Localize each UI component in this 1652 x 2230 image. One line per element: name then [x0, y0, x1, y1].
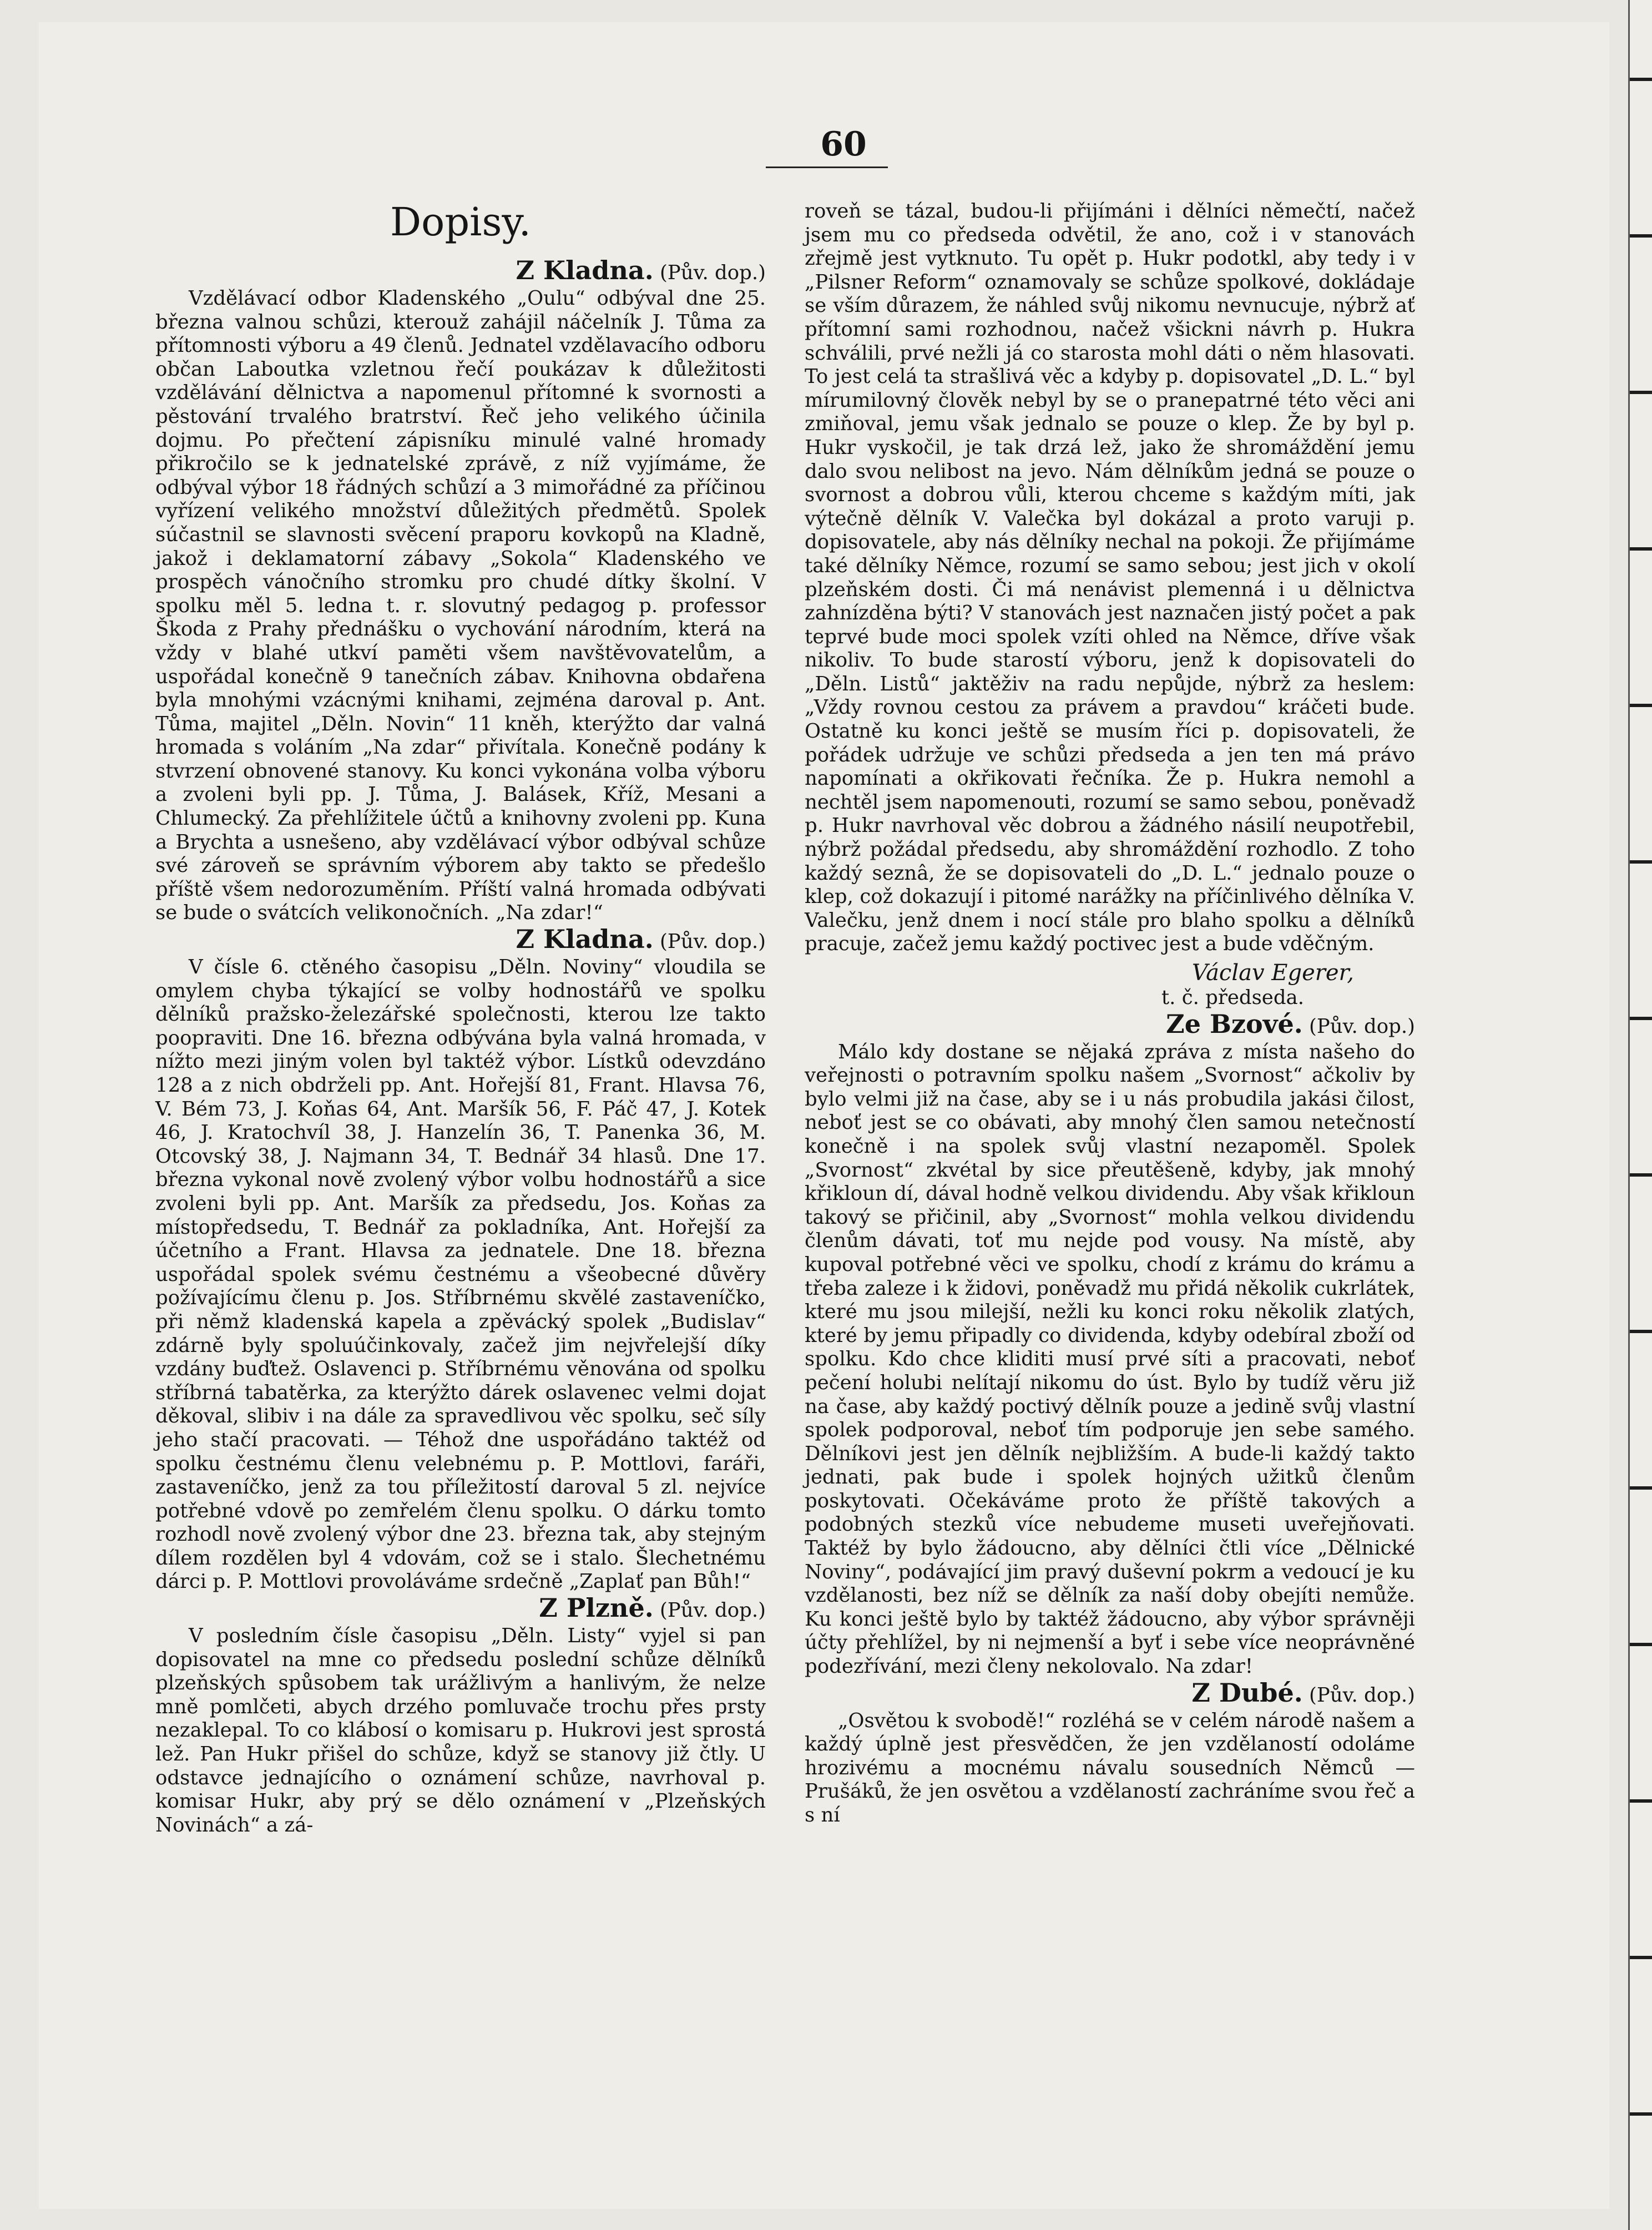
section-place: Z Kladna.	[516, 924, 654, 955]
signature-name: Václav Egerer,	[1191, 960, 1354, 986]
article-paragraph: Vzdělávací odbor Kladenského „Oulu“ odbýval dne 25. března valnou schůzi, kterouž zahájil náčelník J. Tůma za přítomnosti výboru a 49 členů. Jednatel vzdělavacího odboru občan Laboutka vzletnou řečí poukázav k důležitosti vzdělávání dělnictva a napomenul přítomné k svornosti a pěstování trvalého bratrství. Řeč jeho velikého účinila dojmu. Po přečtení zápisníku minulé valné hromady přikročilo se k jednatelské zprávě, z níž vyjímáme, že odbýval výbor 18 řádných schůzí a 3 mimořádné za příčinou vyřízení velikého množství důležitých předmětů. Spolek súčastnil se slavnosti svěcení praporu kovkopů na Kladně, jakož i deklamatorní zábavy „Sokola“ Kladenského ve prospěch vánočního stromku pro chudé dítky školní. V spolku měl 5. ledna t. r. slovutný pedagog p. professor Škoda z Prahy přednášku o vychování národním, která na vždy v blahé utkví paměti všem navštěvovatelům, a uspořádal konečně 9 tanečních zábav. Knihovna obdařena byla mnohými vzácnými knihami, zejména daroval p. Ant. Tůma, majitel „Děln. Novin“ 11 kněh, kterýžto dar valná hromada s voláním „Na zdar“ přivítala. Konečně podány k stvrzení obnovené stanovy. Ku konci vykonána volba výboru a zvoleni byli pp. J. Tůma, J. Balásek, Kříž, Mesani a Chlumecký. Za přehlížitele účtů a knihovny zvoleni pp. Kuna a Brychta a usnešeno, aby vzdělávací výbor odbýval schůze své zároveň se správním výborem aby takto se předešlo příště všem nedorozuměním. Příští valná hromada odbývati se bude o svátcích velikonočních. „Na zdar!“	[155, 287, 766, 925]
section-note: (Pův. dop.)	[660, 261, 766, 284]
main-heading: Dopisy.	[390, 199, 531, 245]
left-column	[155, 200, 766, 1837]
article-paragraph: V čísle 6. ctěného časopisu „Děln. Noviny“ vloudila se omylem chyba týkající se volby hodnostářů ve spolku dělníků pražsko-železářské společnosti, kterou lze takto poopraviti. Dne 16. března odbývána byla valná hromada, v nížto mezi jiným volen byl taktéž výbor. Lístků odevzdáno 128 a z nich obdrželi pp. Ant. Hořejší 81, Frant. Hlavsa 76, V. Bém 73, J. Koňas 64, Ant. Maršík 56, F. Páč 47, J. Kotek 46, J. Kratochvíl 38, J. Hanzelín 36, T. Panenka 36, M. Otcovský 38, J. Najmann 34, T. Bednář 34 hlasů. Dne 17. března vykonal nově zvolený výbor volbu hodnostářů a sice zvoleni byli pp. Ant. Maršík za předsedu, Jos. Koňas za místopředsedu, T. Bednář za pokladníka, Ant. Hořejší za účetního a Frant. Hlavsa za jednatele. Dne 18. března uspořádal spolek svému čestnému a všeobecné důvěry požívajícímu členu p. Jos. Stříbrnému skvělé zastaveníčko, při němž kladenská kapela a zpěvácký spolek „Budislav“ zdárně byly spoluúčinkovaly, začež jim nejvřelejší díky vzdány buďtež. Oslavenci p. Stříbrnému věnována od spolku stříbrná tabatěrka, za kterýžto dárek oslavenec velmi dojat děkoval, slibiv i na dále za spravedlivou věc spolku, seč síly jeho stačí pracovati. — Téhož dne uspořádáno taktéž od spolku čestnému členu velebnému p. P. Mottlovi, faráři, zastaveníčko, jenž za tou příležitostí daroval 5 zl. nejvíce potřebné vdově po zemřelém členu spolku. O dárku tomto rozhodl nově zvolený výbor dne 23. března tak, aby stejným dílem rozdělen byl 4 vdovám, což se i stalo. Šlechetnému dárci p. P. Mottlovi provoláváme srdečně „Zaplať pan Bůh!“	[155, 956, 766, 1593]
section-place: Z Dubé.	[1191, 1677, 1303, 1708]
page-number: 60	[820, 125, 867, 164]
section-heading	[155, 925, 766, 956]
article-paragraph: Málo kdy dostane se nějaká zpráva z místa našeho do veřejnosti o potravním spolku našem „Svornost“ ačkoliv by bylo velmi již na čase, aby se i u nás probudila jakási čilost, neboť jest se co obávati, aby mnohý člen samou netečností konečně i na spolek svůj vlastní nezapoměl. Spolek „Svornost“ zkvétal by sice přeutěšeně, kdyby, jak mnohý křikloun dí, dával hodně velkou dividendu. Aby však křikloun takový se přičinil, aby „Svornost“ mohla velkou dividendu členům dávati, toť mu nejde pod vousy. Na místě, aby kupoval potřebné věci ve spolku, chodí z krámu do krámu a třeba zaleze i k židovi, poněvadž mu přidá několik cukrlátek, které mu jsou milejší, nežli ku konci roku několik zlatých, které by jemu připadly co dividenda, kdyby odebíral zboží od spolku. Kdo chce kliditi musí prvé síti a pracovati, neboť pečení holubi nelítají nikomu do úst. Bylo by tudíž věru již na čase, aby každý poctivý dělník pouze a jedině svůj vlastní spolek podporoval, neboť tím podporuje jen sebe samého. Dělníkovi jest jen dělník nejbližším. A bude-li každý takto jednati, pak bude i spolek hojných užitků členům poskytovati. Očekáváme proto že příště takových a podobných stezků více nebudeme museti uveřejňovati. Taktéž by bylo žádoucno, aby dělníci čtli více „Dělnické Noviny“, podávající jim pravý duševní pokrm a vedoucí je ku vzdělanosti, bez níž se dělník za naší doby obejíti nemůže. Ku konci ještě bylo by taktéž žádoucno, aby výbor správněji účty přehlížel, by ni nejmenší a byť i sebe více neoprávněné podezřívání, mezi členy nekolovalo. Na zdar!	[805, 1040, 1415, 1678]
right-column	[805, 200, 1415, 1828]
section-heading	[805, 1679, 1415, 1709]
section-place: Z Plzně.	[539, 1593, 654, 1623]
page-edge-binding	[1628, 0, 1652, 2230]
signature	[805, 960, 1415, 1010]
section-note: (Pův. dop.)	[1309, 1015, 1415, 1038]
article-paragraph: „Osvětou k svobodě!“ rozléhá se v celém národě našem a každý úplně jest přesvědčen, že jen vzdělaností odoláme hrozivému a mocnému návalu sousedních Němců — Prušáků, že jen osvětou a vzdělaností zachráníme svou řeč a s ní	[805, 1709, 1415, 1827]
article-continuation: roveň se tázal, budou-li přijímáni i dělníci němečtí, načež jsem mu co předseda odvětil, že ano, což i v stanovách zřejmě jest vytknuto. Tu opět p. Hukr podotkl, aby tedy i v „Pilsner Reform“ oznamovaly se schůze spolkové, dokládaje se vším důrazem, že náhled svůj nikomu nevnucuje, nýbrž ať přítomní sami rozhodnou, načež všickni návrh p. Hukra schválili, prvé nežli já co starosta mohl dáti o něm hlasovati. To jest celá ta strašlivá věc a kdyby p. dopisovatel „D. L.“ byl mírumilovný člověk nebyl by se o pranepatrné této věci ani zmiňoval, jemu však jednalo se pouze o klep. Že by byl p. Hukr vyskočil, je tak drzá lež, jako že shromáždění jemu dalo svou nelibost na jevo. Nám dělníkům jedná se pouze o svornost a dobrou vůli, kterou chceme s každým míti, jak výtečně dělník V. Valečka byl dokázal a proto varuji p. dopisovatele, aby nás dělníky nechal na pokoji. Že přijímáme také dělníky Němce, rozumí se samo sebou; jest jich v okolí plzeňském dosti. Či má nenávist plemenná i u dělnictva zahnízděna býti? V stanovách jest naznačen jistý počet a pak teprvé bude moci spolek vzíti ohled na Němce, dříve však nikoliv. To bude starostí výboru, jenž k dopisovateli do „Děln. Listů“ jaktěživ na radu nepůjde, nýbrž za heslem: „Vždy rovnou cestou za právem a pravdou“ kráčeti bude. Ostatně ku konci ještě se musím říci p. dopisovateli, že pořádek udržuje ve schůzi předseda a jen ten má právo napomínati a okřikovati řečníka. Že p. Hukra nemohl a nechtěl jsem napomenouti, rozumí se samo sebou, poněvadž p. Hukr navrhoval věc dobrou a žádného násilí neupotřebil, nýbrž požádal předsedu, aby shromáždění rozhodlo. Z toho každý seznâ, že se dopisovateli do „D. L.“ jednalo pouze o klep, což dokazují i pitomé narážky na příčinlivého dělníka V. Valečku, jenž dnem i nocí stále pro blaho spolku a dělníků pracuje, začež jemu každý poctivec jest a bude vděčným.	[805, 200, 1415, 956]
section-note: (Pův. dop.)	[660, 930, 766, 953]
section-heading	[805, 1010, 1415, 1041]
section-note: (Pův. dop.)	[660, 1599, 766, 1622]
signature-role: t. č. předseda.	[1161, 986, 1304, 1009]
header-rule	[766, 167, 888, 168]
section-note: (Pův. dop.)	[1309, 1683, 1415, 1707]
section-heading	[155, 1594, 766, 1624]
section-place: Ze Bzové.	[1166, 1008, 1303, 1039]
section-heading	[155, 256, 766, 287]
section-place: Z Kladna.	[516, 255, 654, 285]
article-paragraph: V posledním čísle časopisu „Děln. Listy“ vyjel si pan dopisovatel na mne co předsedu poslední schůze dělníků plzeňských spůsobem tak urážlivým a hanlivým, že nelze mně pomlčeti, abych drzého pomluvače trochu přes prsty nezaklepal. To co klábosí o komisaru p. Hukrovi jest sprostá lež. Pan Hukr přišel do schůze, když se stanovy již čtly. U odstavce jednajícího o oznámení schůze, navrhoval p. komisar Hukr, aby prý se dělo oznámení v „Plzeňských Novinách“ a zá-	[155, 1624, 766, 1837]
